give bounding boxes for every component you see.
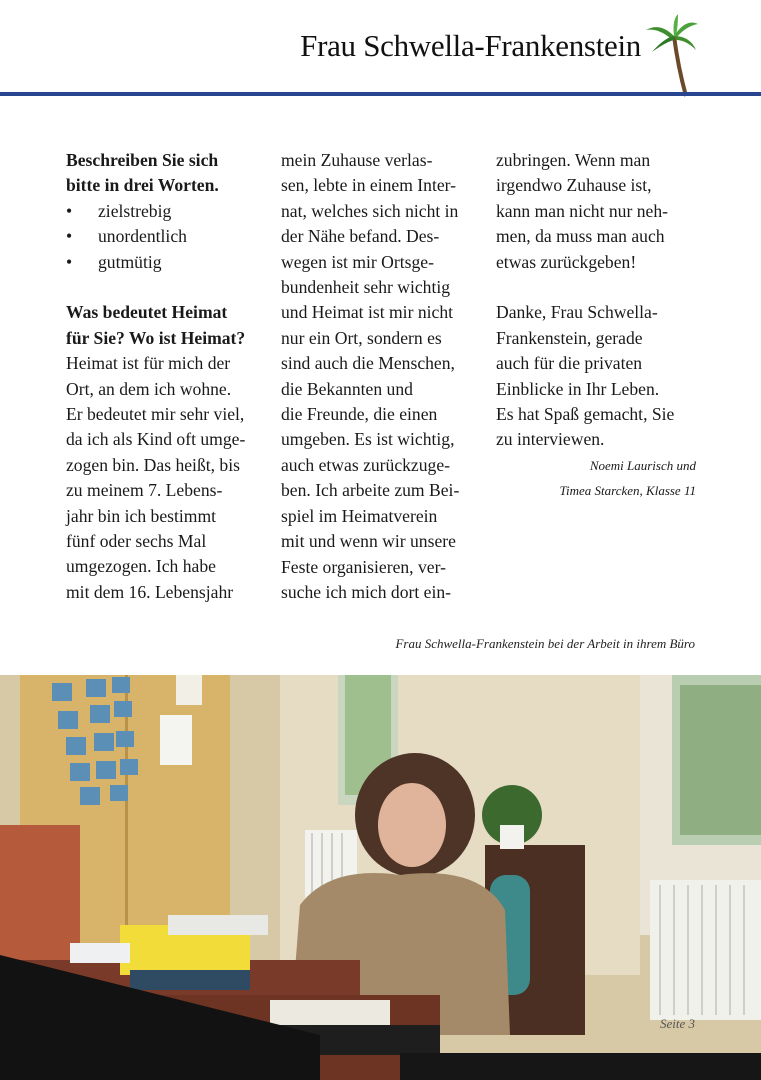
answer-text-continued: mein Zuhause verlas- sen, lebte in einem Inter- nat, welches sich nicht in der Nähe befand. Des- wegen ist mir Ortsge- bundenheit sehr wichtig und Heimat ist mir nicht nur ein Ort, sondern es sind auch die Menschen, die Bekannten und die Freunde, die einen umgeben. Es ist wichtig, auch etwas zurückzuge- ben. Ich arbeite zum Bei- spiel im Heimatverein mit und wenn wir unsere Feste organisieren, ver- suche ich mich dort ein- [281,150,460,602]
list-item: • gutmütig [66,250,266,275]
page-title: Frau Schwella-Frankenstein [300,28,641,63]
author-credit: Noemi Laurisch und Timea Starcken, Klasse 11 [559,457,696,498]
thanks-text: Danke, Frau Schwella- Frankenstein, gerade auch für die privaten Einblicke in Ihr Leben. Es hat Spaß gemacht, Sie zu interviewen. [496,302,675,450]
office-photo [0,675,761,1080]
header-rule [0,92,761,96]
page-number: Seite 3 [659,1016,695,1031]
palm-tree-icon [640,12,700,98]
column-3 [496,148,696,503]
list-item: • unordentlich [66,224,266,249]
question-words: Beschreiben Sie sich bitte in drei Worten. [66,150,219,196]
list-item: • zielstrebig [66,199,266,224]
column-2 [281,148,481,605]
answer-text-end: zubringen. Wenn man irgendwo Zuhause ist, kann man nicht nur neh- men, da muss man auch etwas zurückgeben! [496,150,668,272]
answer-text: Heimat ist für mich der Ort, an dem ich wohne. Er bedeutet mir sehr viel, da ich als Kind oft umge- zogen bin. Das heißt, bis zu meinem 7. Lebens- jahr bin ich bestimmt fünf oder sechs Mal umgezogen. Ich habe mit dem 16. Lebensjahr [66,353,246,602]
photo-caption: Frau Schwella-Frankenstein bei der Arbeit in ihrem Büro [395,636,695,651]
column-1 [66,148,266,605]
trait-list [66,199,266,275]
question-heimat: Was bedeutet Heimat für Sie? Wo ist Heimat? [66,302,246,348]
